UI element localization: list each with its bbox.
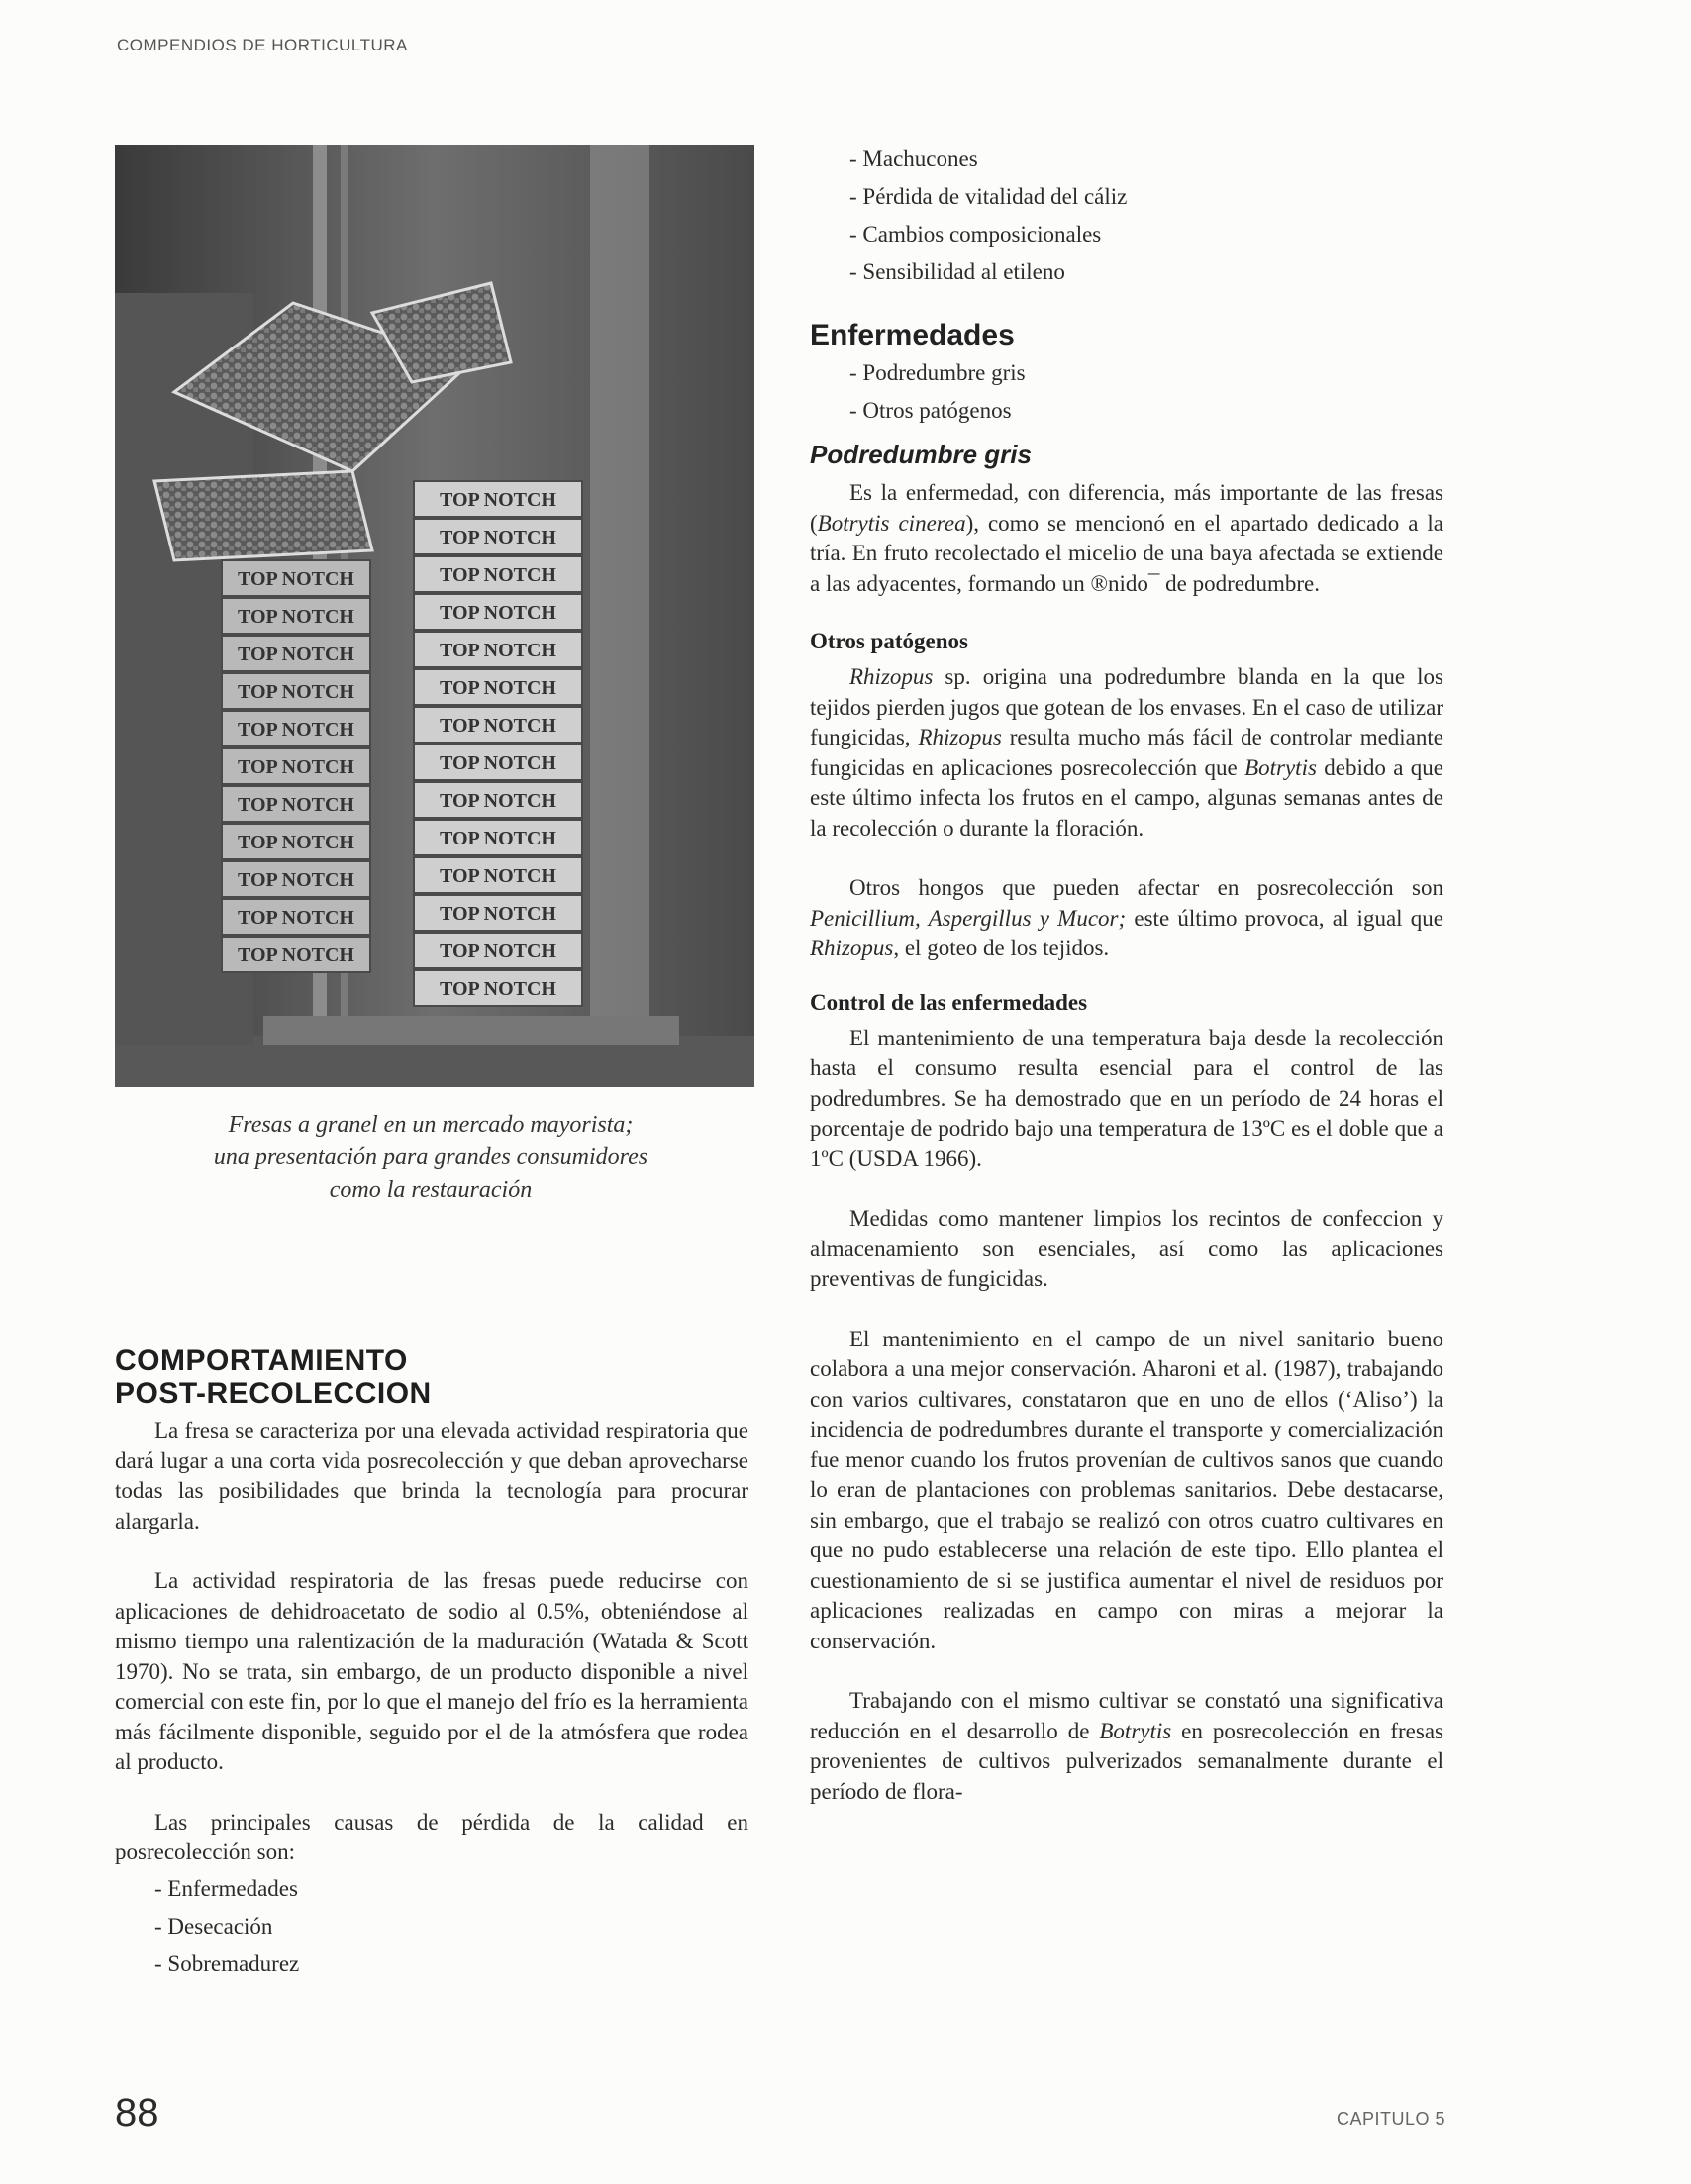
disease-control-heading: Control de las enfermedades bbox=[810, 989, 1088, 1015]
running-header: COMPENDIOS DE HORTICULTURA bbox=[117, 36, 408, 54]
strawberry-pallet-photo bbox=[115, 145, 754, 1087]
text-run: este último provoca, al igual que bbox=[1126, 905, 1443, 931]
crate-label: TOP NOTCH bbox=[440, 564, 556, 586]
gray-rot-heading: Podredumbre gris bbox=[810, 440, 1032, 469]
species-name: Rhizopus bbox=[810, 936, 894, 960]
crate-label: TOP NOTCH bbox=[440, 527, 556, 548]
crate-label: TOP NOTCH bbox=[238, 944, 354, 966]
crate-label: TOP NOTCH bbox=[440, 903, 556, 925]
caption-line: Fresas a granel en un mercado mayorista; bbox=[228, 1112, 634, 1138]
list-item: - Cambios composicionales bbox=[849, 216, 1443, 253]
causes-list bbox=[115, 1870, 748, 1983]
heading-line: POST-RECOLECCION bbox=[115, 1377, 432, 1410]
page-number: 88 bbox=[115, 2091, 159, 2134]
paragraph: La actividad respiratoria de las fresas puede reducirse con aplicaciones de dehidroacetato de sodio al 0.5%, obteniéndose al mismo tiempo una ralentización de la maduración (Watada & Scott 1970). No se trata, sin embargo, de un producto disponible a nivel comercial con este fin, por lo que el manejo del frío es la herramienta más fácilmente disponible, seguido por el de la atmósfera que rodea al producto. bbox=[115, 1568, 748, 1774]
paragraph bbox=[810, 478, 1443, 599]
crate-label: TOP NOTCH bbox=[440, 602, 556, 624]
left-column bbox=[115, 1344, 748, 1983]
text-run: debido a que este último infecta los frutos en el campo, algunas semanas antes de la recolección o durante la floración. bbox=[810, 754, 1443, 841]
crate-label: TOP NOTCH bbox=[238, 681, 354, 703]
paragraph: Las principales causas de pérdida de la calidad en posrecolección son: bbox=[115, 1809, 748, 1864]
paragraph bbox=[810, 1686, 1443, 1807]
crate-label: TOP NOTCH bbox=[238, 756, 354, 778]
figure-caption bbox=[149, 1109, 713, 1207]
crate-label: TOP NOTCH bbox=[238, 832, 354, 853]
crate-label: TOP NOTCH bbox=[440, 640, 556, 661]
causes-list-continued bbox=[810, 141, 1443, 291]
diseases-heading: Enfermedades bbox=[810, 319, 1015, 351]
paragraph: El mantenimiento de una temperatura baja desde la recolección hasta el consumo resulta esencial para el control de las podredumbres. Se ha demostrado que en un período de 24 horas el porcentaje de podrido bajo una temperatura de 13ºC es el doble que a 1ºC (USDA 1966). bbox=[810, 1025, 1443, 1171]
diseases-list bbox=[810, 354, 1443, 430]
crate-label: TOP NOTCH bbox=[440, 941, 556, 962]
list-item: - Enfermedades bbox=[154, 1870, 748, 1908]
text-run: resulta mucho más fácil de controlar mediante fungicidas en aplicaciones posrecolección que bbox=[810, 725, 1443, 780]
list-item: - Otros patógenos bbox=[849, 392, 1443, 430]
list-item: - Podredumbre gris bbox=[849, 354, 1443, 392]
text-run: Otros hongos que pueden afectar en posrecolección son bbox=[849, 875, 1443, 900]
crate-label: TOP NOTCH bbox=[440, 715, 556, 737]
crate-label: TOP NOTCH bbox=[440, 978, 556, 1000]
text-run: ), como se mencionó en el apartado dedicado a la tría. En fruto recolectado el micelio de una baya afectada se extiende a las adyacentes, formando un ®nido¯ de podredumbre. bbox=[810, 510, 1443, 596]
crate-label: TOP NOTCH bbox=[238, 644, 354, 665]
crate-label: TOP NOTCH bbox=[238, 568, 354, 590]
right-column bbox=[810, 141, 1443, 1807]
species-name: Botrytis cinerea bbox=[817, 510, 966, 536]
list-item: - Machucones bbox=[849, 141, 1443, 178]
species-name: Rhizopus bbox=[918, 725, 1002, 749]
paragraph bbox=[810, 662, 1443, 844]
crate-label: TOP NOTCH bbox=[238, 606, 354, 628]
crate-label: TOP NOTCH bbox=[440, 489, 556, 511]
crate-label: TOP NOTCH bbox=[440, 865, 556, 887]
crate-label: TOP NOTCH bbox=[238, 869, 354, 891]
crate-label: TOP NOTCH bbox=[440, 828, 556, 849]
crate-label: TOP NOTCH bbox=[238, 794, 354, 816]
species-name: Rhizopus bbox=[849, 664, 934, 689]
crate-label: TOP NOTCH bbox=[440, 752, 556, 774]
list-item: - Desecación bbox=[154, 1908, 748, 1945]
heading-line: COMPORTAMIENTO bbox=[115, 1344, 408, 1377]
crate-label: TOP NOTCH bbox=[238, 907, 354, 929]
list-item: - Sensibilidad al etileno bbox=[849, 253, 1443, 291]
list-item: - Sobremadurez bbox=[154, 1945, 748, 1983]
chapter-footer: CAPITULO 5 bbox=[1337, 2109, 1446, 2129]
text-run: , el goteo de los tejidos. bbox=[893, 936, 1110, 960]
crate-label: TOP NOTCH bbox=[440, 790, 556, 812]
species-name: Botrytis bbox=[1244, 754, 1317, 780]
list-item: - Pérdida de vitalidad del cáliz bbox=[849, 178, 1443, 216]
paragraph: Medidas como mantener limpios los recintos de confeccion y almacenamiento son esenciales, así como las aplicaciones preventivas de fungicidas. bbox=[810, 1206, 1443, 1291]
paragraph: El mantenimiento en el campo de un nivel sanitario bueno colabora a una mejor conservación. Aharoni et al. (1987), trabajando con varios cultivares, constataron que en uno de ellos (‘Aliso’) la incidencia de podredumbres durante el transporte y comercialización fue menor cuando los frutos provenían de cultivos sanos que cuando lo eran de plantaciones con problemas sanitarios. Debe destacarse, sin embargo, que el trabajo se realizó con otros cuatro cultivares en que no pudo establecerse una relación de este tipo. Ello plantea el cuestionamiento de si se justifica aumentar el nivel de residuos por aplicaciones realizadas en campo con miras a mejorar la conservación. bbox=[810, 1326, 1443, 1653]
text-run: en posrecolección en fresas provenientes de cultivos pulverizados semanalmente durante el período de flora- bbox=[810, 1718, 1443, 1804]
crate-label: TOP NOTCH bbox=[238, 719, 354, 741]
text-run: sp. origina una podredumbre blanda en la que los tejidos pierden jugos que gotean de los envases. En el caso de utilizar fungicidas, bbox=[810, 664, 1443, 749]
paragraph: La fresa se caracteriza por una elevada actividad respiratoria que dará lugar a una corta vida posrecolección y que deban aprovecharse todas las posibilidades que brinda la tecnología para procurar alargarla. bbox=[115, 1418, 748, 1534]
crate-label: TOP NOTCH bbox=[440, 677, 556, 699]
text-run: Es la enfermedad, con diferencia, más importante de las fresas ( bbox=[810, 480, 1443, 536]
paragraph bbox=[810, 873, 1443, 964]
text-run: Trabajando con el mismo cultivar se constató una significativa reducción en el desarrollo de bbox=[810, 1688, 1443, 1743]
caption-line: una presentación para grandes consumidores bbox=[213, 1144, 648, 1170]
other-pathogens-heading: Otros patógenos bbox=[810, 629, 968, 653]
section-heading bbox=[115, 1344, 748, 1410]
pallet-illustration bbox=[115, 145, 754, 1087]
caption-line: como la restauración bbox=[329, 1177, 533, 1203]
species-name: Penicillium, Aspergillus y Mucor; bbox=[810, 905, 1127, 931]
species-name: Botrytis bbox=[1099, 1718, 1172, 1743]
